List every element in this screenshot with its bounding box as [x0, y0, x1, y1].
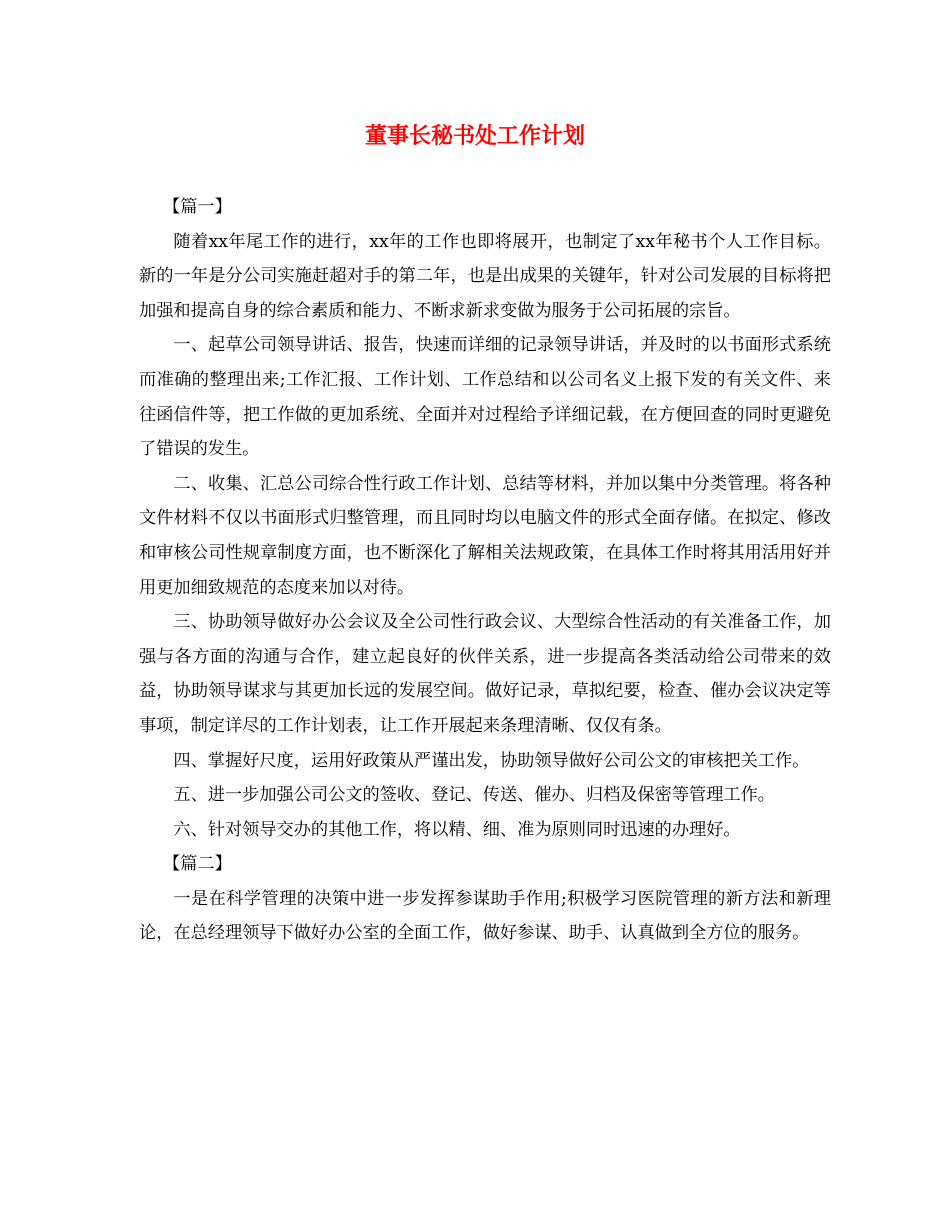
paragraph: 二、收集、汇总公司综合性行政工作计划、总结等材料，并加以集中分类管理。将各种文件材料不仅以书面形式归整管理，而且同时均以电脑文件的形式全面存储。在拟定、修改和审核公司性规章制度方面，也不断深化了解相关法规政策，在具体工作时将其用活用好并用更加细致规范的态度来加以对待。: [139, 473, 831, 598]
paragraph: 一、起草公司领导讲话、报告，快速而详细的记录领导讲话，并及时的以书面形式系统而准确的整理出来;工作汇报、工作计划、工作总结和以公司名义上报下发的有关文件、来往函信件等，把工作做的更加系统、全面并对过程给予详细记载，在方便回查的同时更避免了错误的发生。: [139, 335, 831, 460]
document-title: 董事长秘书处工作计划: [364, 123, 585, 149]
paragraph: 三、协助领导做好办公会议及全公司性行政会议、大型综合性活动的有关准备工作，加强与各方面的沟通与合作，建立起良好的伙伴关系，进一步提高各类活动给公司带来的效益，协助领导谋求与其更加长远的发展空间。做好记录，草拟纪要，检查、催办会议决定等事项，制定详尽的工作计划表，让工作开展起来条理清晰、仅仅有条。: [139, 612, 831, 736]
paragraph: 随着xx年尾工作的进行，xx年的工作也即将展开，也制定了xx年秘书个人工作目标。新的一年是分公司实施赶超对手的第二年，也是出成果的关键年，针对公司发展的目标将把加强和提高自身的综合素质和能力、不断求新求变做为服务于公司拓展的宗旨。: [139, 231, 831, 321]
paragraph: 一是在科学管理的决策中进一步发挥参谋助手作用;积极学习医院管理的新方法和新理论，在总经理领导下做好办公室的全面工作，做好参谋、助手、认真做到全方位的服务。: [139, 888, 831, 944]
paragraph: 五、进一步加强公司公文的签收、登记、传送、催办、归档及保密等管理工作。: [173, 785, 775, 806]
paragraph: 六、针对领导交办的其他工作，将以精、细、准为原则同时迅速的办理好。: [173, 819, 741, 840]
paragraph: 四、掌握好尺度，运用好政策从严谨出发，协助领导做好公司公文的审核把关工作。: [173, 750, 810, 771]
section-heading-2: 【篇二】: [163, 854, 232, 875]
document-body: [139, 190, 831, 951]
section-heading-1: 【篇一】: [163, 197, 232, 217]
